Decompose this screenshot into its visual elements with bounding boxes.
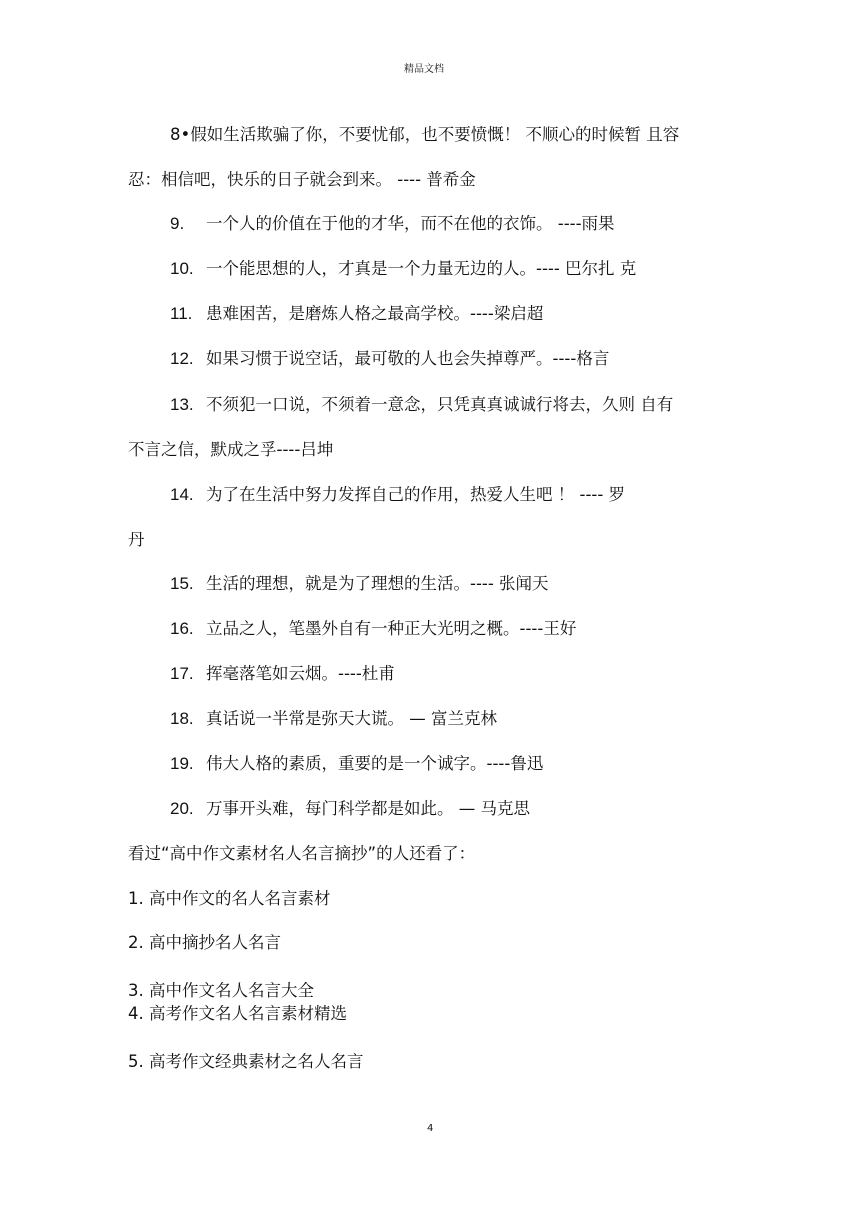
quote-number: 16. — [170, 619, 194, 638]
quote-20 — [170, 798, 530, 820]
quote-text: 患难困苦，是磨炼人格之最高学校。----梁启超 — [206, 304, 544, 323]
quote-number: 13. — [170, 395, 194, 414]
quote-12 — [170, 348, 609, 370]
quote-text: 万事开头难，每门科学都是如此。 — 马克思 — [206, 799, 530, 818]
page-number: 4 — [427, 1123, 434, 1134]
quote-number: 10. — [170, 259, 194, 278]
quote-number: 11. — [170, 304, 193, 323]
quote-13-line-1 — [170, 394, 673, 416]
quote-8-line-2: 忍：相信吧，快乐的日子就会到来。 ---- 普希金 — [128, 170, 476, 189]
related-link-5[interactable]: 5. 高考作文经典素材之名人名言 — [128, 1052, 364, 1071]
quote-number: 12. — [170, 349, 194, 368]
quote-text: 一个能思想的人，才真是一个力量无边的人。---- 巴尔扎 克 — [206, 259, 637, 278]
quote-9 — [170, 213, 615, 235]
quote-11 — [170, 303, 543, 325]
related-link-3[interactable]: 3. 高中作文名人名言大全 — [128, 981, 314, 1000]
quote-15 — [170, 573, 549, 595]
related-link-1[interactable]: 1. 高中作文的名人名言素材 — [128, 889, 331, 908]
quote-13-line-2: 不言之信，默成之孚----吕坤 — [128, 440, 334, 459]
quote-text: 立品之人，笔墨外自有一种正大光明之概。----王好 — [206, 619, 577, 638]
quote-14-line-2: 丹 — [128, 530, 145, 549]
quote-text: 生活的理想，就是为了理想的生活。---- 张闻天 — [206, 574, 549, 593]
quote-text: 伟大人格的素质，重要的是一个诚字。----鲁迅 — [206, 754, 544, 773]
quote-17 — [170, 663, 395, 685]
quote-number: 14. — [170, 485, 194, 504]
quote-16 — [170, 618, 576, 640]
quote-18 — [170, 708, 497, 730]
related-link-4[interactable]: 4. 高考作文名人名言素材精选 — [128, 1004, 347, 1023]
quote-number: 18. — [170, 709, 194, 728]
related-link-2[interactable]: 2. 高中摘抄名人名言 — [128, 933, 281, 952]
quote-text: 挥毫落笔如云烟。----杜甫 — [206, 664, 395, 683]
quote-8-line-1: 8•假如生活欺骗了你，不要忧郁，也不要愤慨！ 不顺心的时候暂 且容 — [170, 125, 680, 144]
quote-19 — [170, 753, 543, 775]
related-heading: 看过“高中作文素材名人名言摘抄”的人还看了： — [128, 844, 476, 863]
quote-text: 为了在生活中努力发挥自己的作用，热爱人生吧 ！ ---- 罗 — [206, 485, 626, 504]
quote-number: 9. — [170, 214, 185, 233]
quote-number: 15. — [170, 574, 194, 593]
quote-text: 不须犯一口说，不须着一意念，只凭真真诚诚行将去，久则 自有 — [206, 395, 674, 414]
page-header: 精品文档 — [404, 64, 444, 75]
quote-number: 19. — [170, 754, 194, 773]
quote-number: 17. — [170, 664, 194, 683]
quote-14-line-1 — [170, 484, 625, 506]
quote-text: 真话说一半常是弥天大谎。 — 富兰克林 — [206, 709, 497, 728]
quote-10 — [170, 258, 636, 280]
quote-text: 如果习惯于说空话，最可敬的人也会失掉尊严。----格言 — [206, 349, 610, 368]
quote-number: 20. — [170, 799, 194, 818]
quote-text: 一个人的价值在于他的才华，而不在他的衣饰。 ----雨果 — [206, 214, 615, 233]
